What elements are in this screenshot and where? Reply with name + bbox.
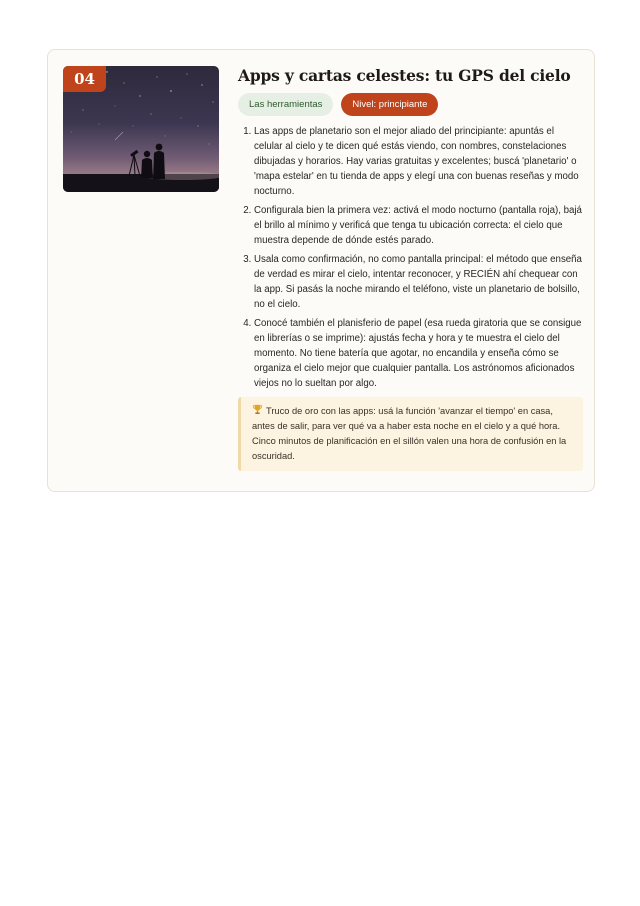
- category-tag: Las herramientas: [238, 93, 333, 116]
- trophy-icon: [252, 404, 263, 415]
- lesson-title: Apps y cartas celestes: tu GPS del cielo: [238, 66, 571, 85]
- steps-list: [238, 124, 583, 391]
- lesson-content: [238, 65, 583, 471]
- level-tag: Nivel: principiante: [341, 93, 438, 116]
- lesson-card: [47, 49, 595, 492]
- tip-box: [238, 397, 583, 471]
- step-item: 4. Conocé también el planisferio de papel (esa rueda giratoria que se consigue en librerías o se imprime): ajustás fecha y hora y te muestra el cielo del momento. No tiene batería que agotar, no encandila y enseña cómo se organiza el cielo mejor que cualquier pantalla. Los astrónomos aficionados viejos no lo sueltan por algo.: [254, 316, 583, 391]
- lesson-number-badge: 04: [63, 66, 106, 92]
- tip-text: Truco de oro con las apps: usá la función 'avanzar el tiempo' en casa, antes de salir, para ver qué va a haber esta noche en el cielo y a qué hora. Cinco minutos de planificación en el sillón valen una hora de confusión en la oscuridad.: [252, 406, 567, 461]
- lesson-tags: [238, 93, 583, 116]
- step-item: 1. Las apps de planetario son el mejor aliado del principiante: apuntás el celular al cielo y te dicen qué estás viendo, con nombres, constelaciones dibujadas y horarios. Hay varias gratuitas y excelentes; buscá 'planetario' o 'mapa estelar' en tu tienda de apps y elegí una con buenas reseñas y modo nocturno.: [254, 124, 583, 199]
- step-item: 3. Usala como confirmación, no como pantalla principal: el método que enseña de verdad es mirar el cielo, intentar reconocer, y RECIÉN ahí chequear con la app. Si pasás la noche mirando el teléfono, viste un planetario de bolsillo, no el cielo.: [254, 252, 583, 312]
- step-item: 2. Configurala bien la primera vez: activá el modo nocturno (pantalla roja), bajá el brillo al mínimo y verificá que tenga tu ubicación correcta: el cielo que muestra depende de dónde estés parado.: [254, 203, 583, 248]
